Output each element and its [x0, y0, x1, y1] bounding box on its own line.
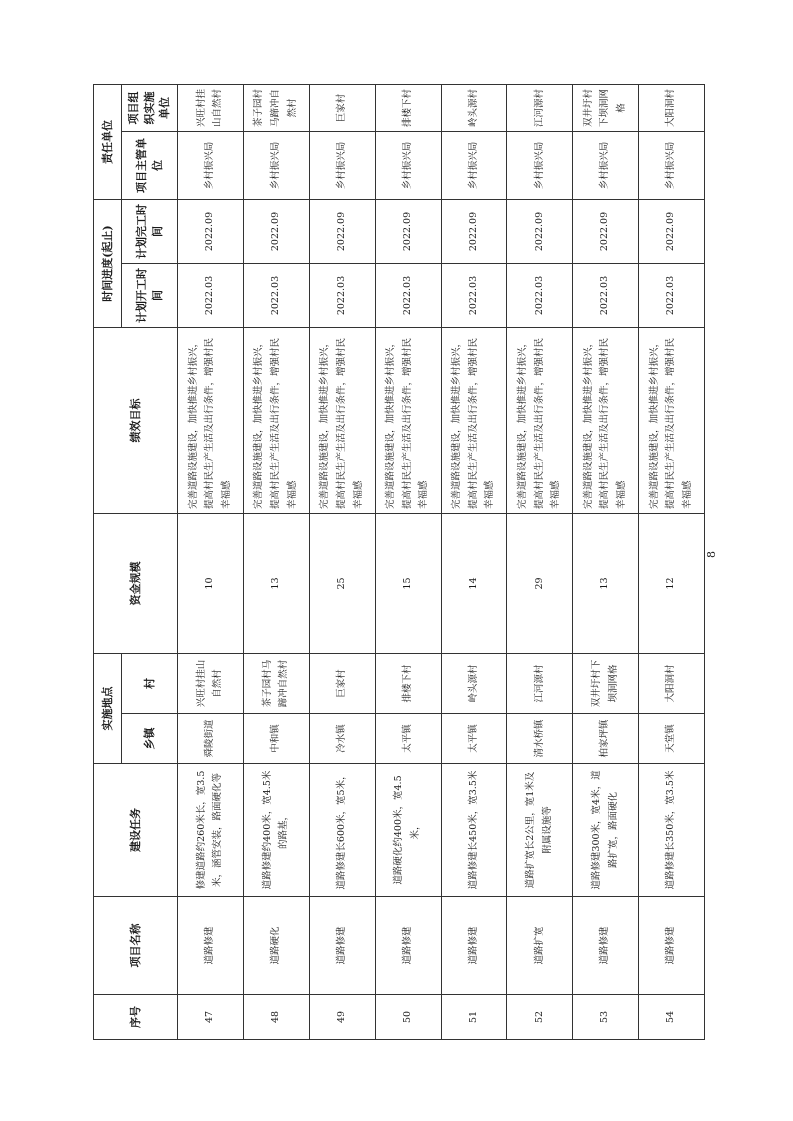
- row-goal: 完善道路设施建设，加快推进乡村振兴，提高村民生产生活及出行条件，增强村民幸福感: [375, 328, 441, 514]
- header-row-1: [94, 84, 122, 1039]
- row-goal: 完善道路设施建设，加快推进乡村振兴，提高村民生产生活及出行条件，增强村民幸福感: [441, 328, 507, 514]
- row-seq: 47: [178, 995, 244, 1040]
- row-goal: 完善道路设施建设，加快推进乡村振兴，提高村民生产生活及出行条件，增强村民幸福感: [573, 328, 639, 514]
- row-funds: 25: [309, 514, 375, 654]
- row-end: 2022.09: [178, 199, 244, 263]
- row-village: 双井圩村下坝洞网格: [573, 654, 639, 714]
- row-org: 大阳洞村: [639, 84, 705, 131]
- row-town: 冷水镇: [309, 714, 375, 764]
- row-start: 2022.03: [507, 264, 573, 328]
- row-dept: 乡村振兴局: [507, 131, 573, 199]
- row-town: 舜陵街道: [178, 714, 244, 764]
- page-number: 8: [705, 551, 718, 558]
- row-name: 道路修建: [639, 897, 705, 995]
- header-name: 项目名称: [94, 897, 178, 995]
- row-start: 2022.03: [375, 264, 441, 328]
- row-dept: 乡村振兴局: [639, 131, 705, 199]
- row-dept: 乡村振兴局: [178, 131, 244, 199]
- row-funds: 13: [573, 514, 639, 654]
- row-village: 茶子园村马蹄冲自然村: [243, 654, 309, 714]
- row-task: 道路修建长600米，宽5米，: [309, 764, 375, 897]
- row-village: 排楼下村: [375, 654, 441, 714]
- row-name: 道路扩宽: [507, 897, 573, 995]
- row-task: 道路修建长350米，宽3.5米: [639, 764, 705, 897]
- row-seq: 49: [309, 995, 375, 1040]
- header-goal: 绩效目标: [94, 328, 178, 514]
- row-village: 江河源村: [507, 654, 573, 714]
- row-end: 2022.09: [573, 199, 639, 263]
- header-dept: 项目主管单位: [122, 131, 178, 199]
- header-schedule: 时间进度(起止): [94, 199, 122, 327]
- row-dept: 乡村振兴局: [573, 131, 639, 199]
- row-seq: 54: [639, 995, 705, 1040]
- table-row: [441, 84, 507, 1039]
- row-name: 道路修建: [441, 897, 507, 995]
- row-end: 2022.09: [441, 199, 507, 263]
- header-responsible: 责任单位: [94, 84, 122, 199]
- row-seq: 52: [507, 995, 573, 1040]
- row-name: 道路修建: [178, 897, 244, 995]
- row-dept: 乡村振兴局: [441, 131, 507, 199]
- row-start: 2022.03: [178, 264, 244, 328]
- row-task: 道路扩宽长2公里，宽1米及附属设施等: [507, 764, 573, 897]
- row-funds: 10: [178, 514, 244, 654]
- table-body: [178, 84, 705, 1039]
- row-funds: 15: [375, 514, 441, 654]
- row-funds: 12: [639, 514, 705, 654]
- table-row: [507, 84, 573, 1039]
- row-goal: 完善道路设施建设，加快推进乡村振兴，提高村民生产生活及出行条件，增强村民幸福感: [639, 328, 705, 514]
- header-village: 村: [122, 654, 178, 714]
- row-dept: 乡村振兴局: [243, 131, 309, 199]
- row-goal: 完善道路设施建设，加快推进乡村振兴，提高村民生产生活及出行条件，增强村民幸福感: [178, 328, 244, 514]
- row-town: 柏家坪镇: [573, 714, 639, 764]
- row-org: 排楼下村: [375, 84, 441, 131]
- table-row: [309, 84, 375, 1039]
- row-funds: 13: [243, 514, 309, 654]
- header-seq: 序号: [94, 995, 178, 1040]
- table-row: [243, 84, 309, 1039]
- table-row: [375, 84, 441, 1039]
- row-end: 2022.09: [639, 199, 705, 263]
- row-org: 江河源村: [507, 84, 573, 131]
- table-row: [639, 84, 705, 1039]
- row-town: 天堂镇: [639, 714, 705, 764]
- row-task: 道路修建约400米，宽4.5米的路基，: [243, 764, 309, 897]
- header-end: 计划完工时间: [122, 199, 178, 263]
- row-goal: 完善道路设施建设，加快推进乡村振兴，提高村民生产生活及出行条件，增强村民幸福感: [507, 328, 573, 514]
- row-village: 兴旺村挂山自然村: [178, 654, 244, 714]
- row-town: 清水桥镇: [507, 714, 573, 764]
- row-village: 岭头源村: [441, 654, 507, 714]
- row-org: 岭头源村: [441, 84, 507, 131]
- row-goal: 完善道路设施建设，加快推进乡村振兴，提高村民生产生活及出行条件，增强村民幸福感: [309, 328, 375, 514]
- row-name: 道路硬化: [243, 897, 309, 995]
- row-task: 道路修建长450米，宽3.5米: [441, 764, 507, 897]
- row-village: 大阳洞村: [639, 654, 705, 714]
- header-town: 乡镇: [122, 714, 178, 764]
- header-org: 项目组织实施单位: [122, 84, 178, 131]
- row-goal: 完善道路设施建设，加快推进乡村振兴，提高村民生产生活及出行条件，增强村民幸福感: [243, 328, 309, 514]
- row-org: 茶子园村马蹄冲自然村: [243, 84, 309, 131]
- row-end: 2022.09: [507, 199, 573, 263]
- row-funds: 14: [441, 514, 507, 654]
- row-start: 2022.03: [573, 264, 639, 328]
- table-row: [573, 84, 639, 1039]
- row-village: 巨家村: [309, 654, 375, 714]
- header-location: 实施地点: [94, 654, 122, 764]
- row-town: 太平镇: [375, 714, 441, 764]
- row-task: 修建道路约260米长，宽3.5米，涵管安装，路面硬化等: [178, 764, 244, 897]
- row-seq: 50: [375, 995, 441, 1040]
- row-name: 道路修建: [375, 897, 441, 995]
- header-task: 建设任务: [94, 764, 178, 897]
- row-start: 2022.03: [441, 264, 507, 328]
- row-end: 2022.09: [243, 199, 309, 263]
- row-seq: 48: [243, 995, 309, 1040]
- row-task: 道路硬化约400米，宽4.5米，: [375, 764, 441, 897]
- rotated-table-container: [93, 85, 705, 1040]
- row-town: 太平镇: [441, 714, 507, 764]
- row-org: 巨家村: [309, 84, 375, 131]
- row-end: 2022.09: [375, 199, 441, 263]
- project-table: [93, 84, 705, 1040]
- row-funds: 29: [507, 514, 573, 654]
- row-name: 道路修建: [573, 897, 639, 995]
- row-name: 道路修建: [309, 897, 375, 995]
- header-start: 计划开工时间: [122, 264, 178, 328]
- row-task: 道路修建300米，宽4米，道路扩宽，路面硬化: [573, 764, 639, 897]
- row-dept: 乡村振兴局: [309, 131, 375, 199]
- row-dept: 乡村振兴局: [375, 131, 441, 199]
- row-org: 兴旺村挂山自然村: [178, 84, 244, 131]
- row-town: 中和镇: [243, 714, 309, 764]
- row-start: 2022.03: [309, 264, 375, 328]
- row-org: 双井圩村下坝洞网格: [573, 84, 639, 131]
- header-funds: 资金规模: [94, 514, 178, 654]
- row-seq: 53: [573, 995, 639, 1040]
- row-start: 2022.03: [243, 264, 309, 328]
- row-end: 2022.09: [309, 199, 375, 263]
- table-row: [178, 84, 244, 1039]
- row-start: 2022.03: [639, 264, 705, 328]
- row-seq: 51: [441, 995, 507, 1040]
